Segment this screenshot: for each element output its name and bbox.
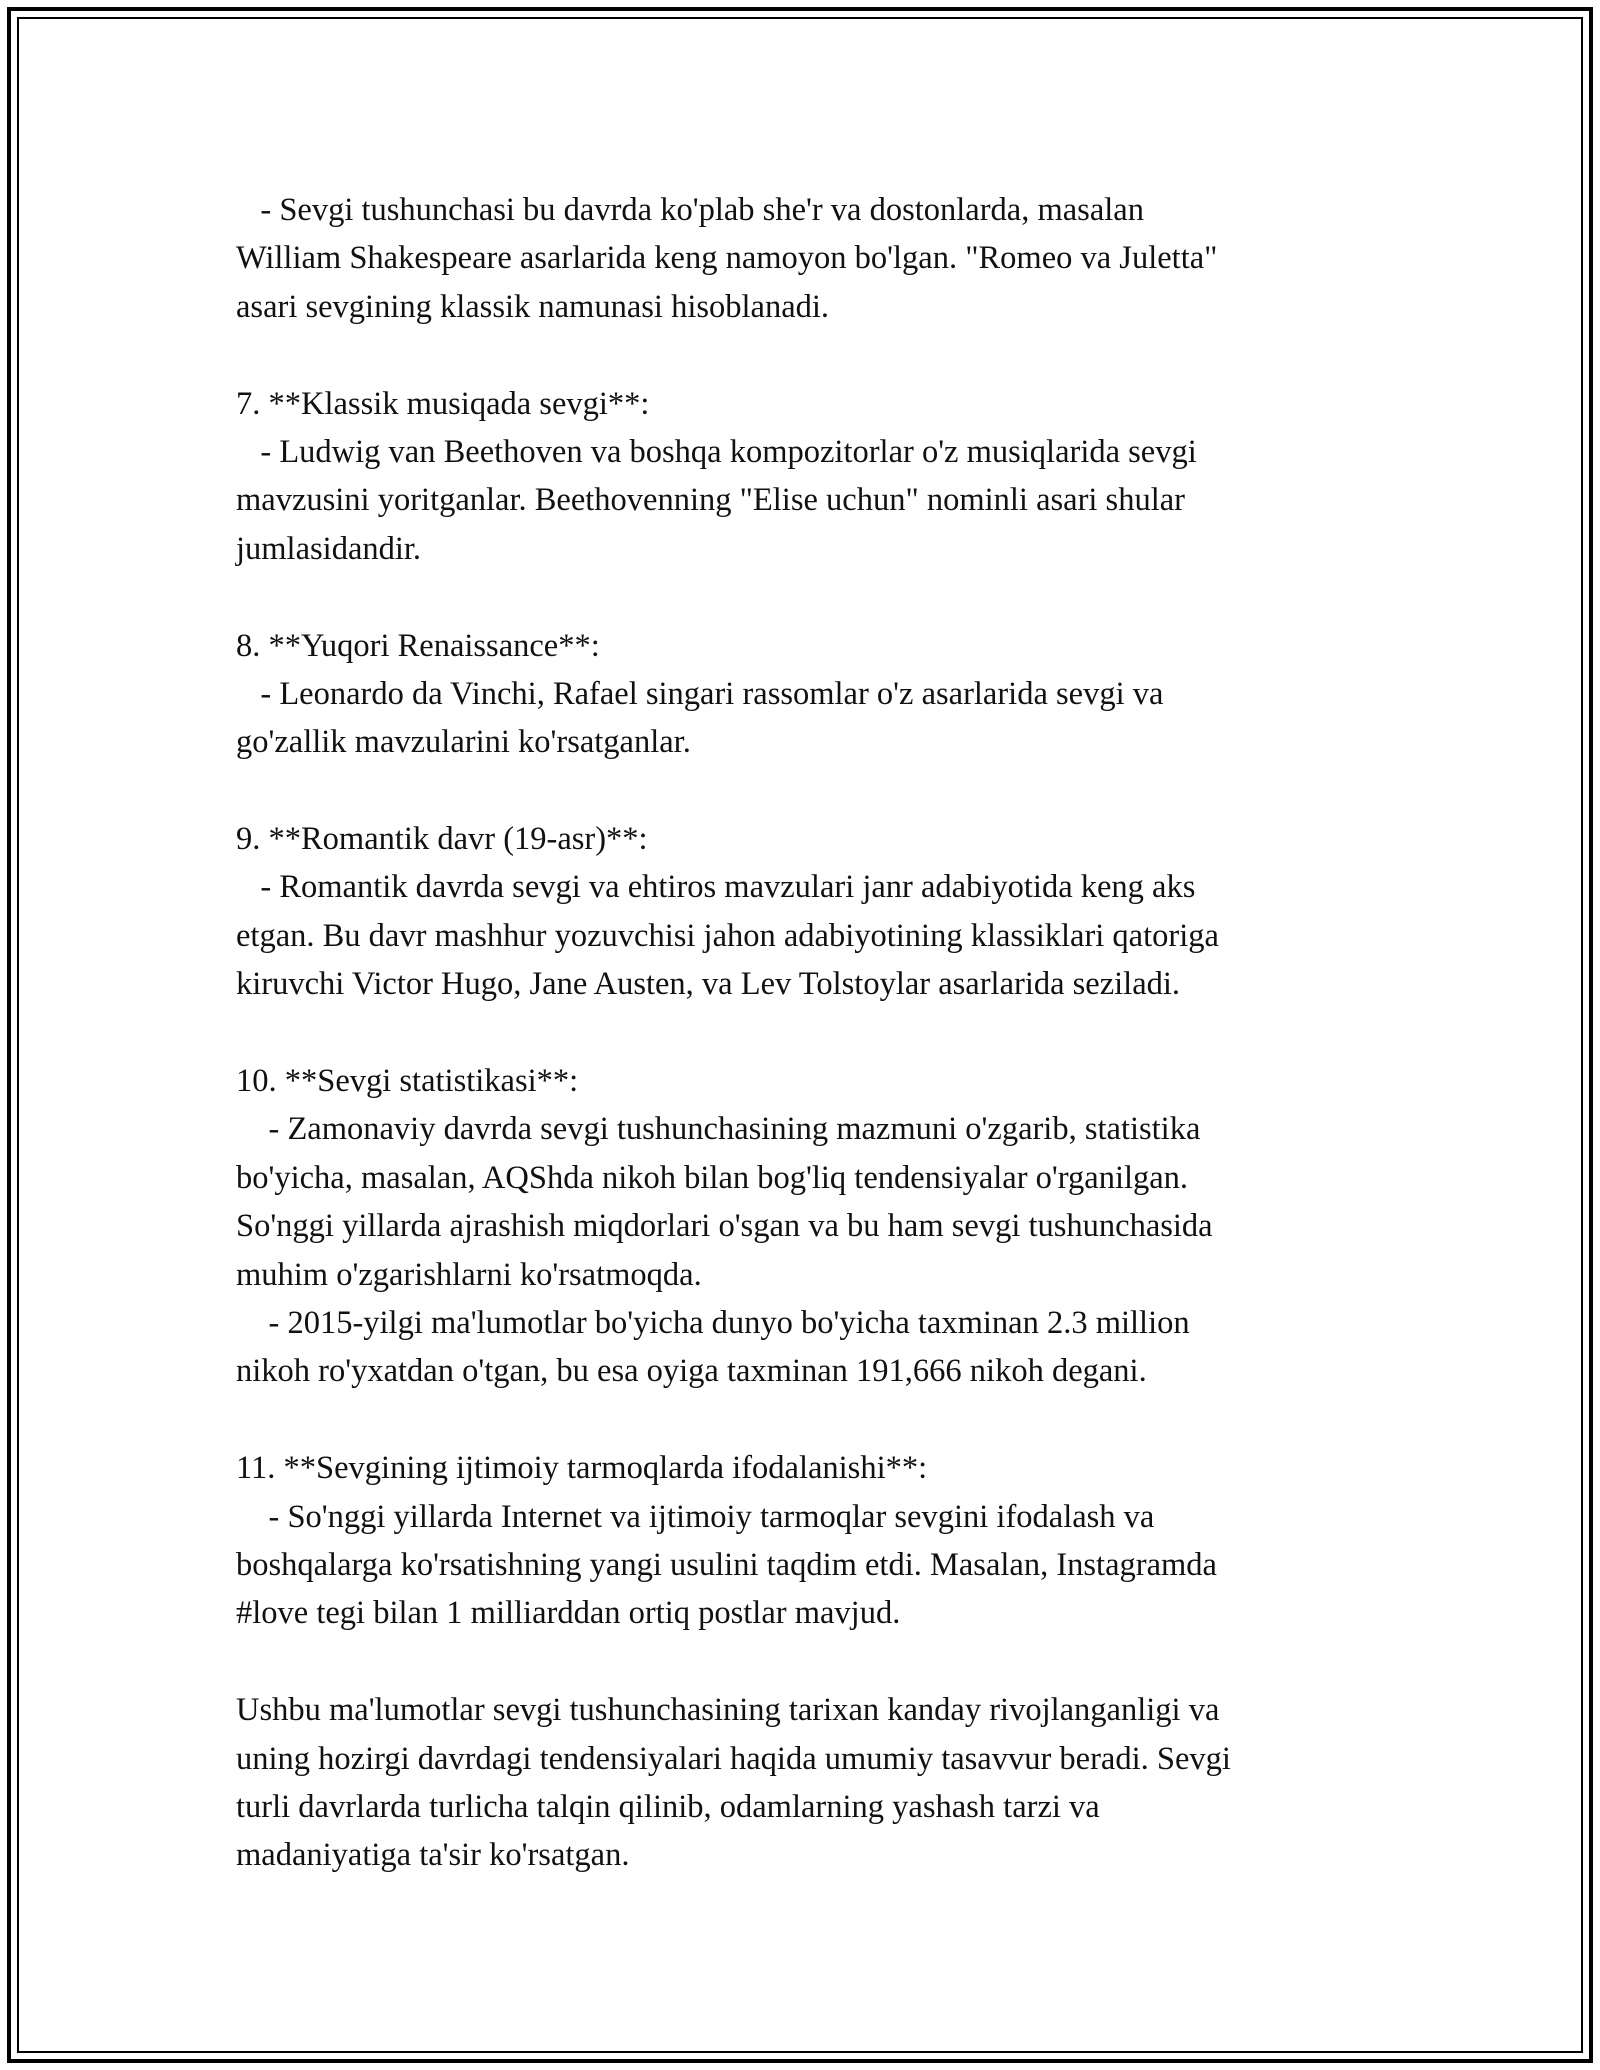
text-line: 8. **Yuqori Renaissance**: [236,627,600,664]
text-line: - So'nggi yillarda Internet va ijtimoiy tarmoqlar sevgini ifodalash va [236,1498,1155,1535]
paragraph-gap [236,573,1416,621]
text-line: nikoh ro'yxatdan o'tgan, bu esa oyiga taxminan 191,666 nikoh degani. [236,1353,1147,1390]
text-line: muhim o'zgarishlarni ko'rsatmoqda. [236,1256,702,1293]
text-line: Ushbu ma'lumotlar sevgi tushunchasining tarixan kanday rivojlanganligi va [236,1692,1220,1729]
paragraph-block [236,380,1416,574]
text-line: asari sevgining klassik namunasi hisoblanadi. [236,288,830,325]
text-line: - 2015-yilgi ma'lumotlar bo'yicha dunyo bo'yicha taxminan 2.3 million [236,1304,1190,1341]
document-body [236,186,1416,1880]
paragraph-block [236,1057,1416,1396]
text-line: 9. **Romantik davr (19-asr)**: [236,821,648,858]
paragraph-gap [236,767,1416,815]
text-line: #love tegi bilan 1 milliarddan ortiq postlar mavjud. [236,1595,901,1632]
text-line: boshqalarga ko'rsatishning yangi usulini taqdim etdi. Masalan, Instagramda [236,1546,1217,1583]
text-line: bo'yicha, masalan, AQShda nikoh bilan bog'liq tendensiyalar o'rganilgan. [236,1159,1189,1196]
text-line: madaniyatiga ta'sir ko'rsatgan. [236,1837,630,1874]
text-line: William Shakespeare asarlarida keng namoyon bo'lgan. "Romeo va Juletta" [236,240,1218,277]
paragraph-gap [236,1638,1416,1686]
paragraph-block [236,1686,1416,1880]
text-line: - Sevgi tushunchasi bu davrda ko'plab she'r va dostonlarda, masalan [236,192,1144,228]
text-line: 11. **Sevgining ijtimoiy tarmoqlarda ifodalanishi**: [236,1450,928,1487]
text-line: mavzusini yoritganlar. Beethovenning "Elise uchun" nominli asari shular [236,482,1185,519]
text-line: kiruvchi Victor Hugo, Jane Austen, va Lev Tolstoylar asarlarida seziladi. [236,966,1181,1003]
paragraph-gap [236,1396,1416,1444]
text-line: etgan. Bu davr mashhur yozuvchisi jahon adabiyotining klassiklari qatoriga [236,917,1219,954]
paragraph-block [236,1444,1416,1638]
text-line: go'zallik mavzularini ko'rsatganlar. [236,724,691,761]
paragraph-block [236,622,1416,767]
text-line: - Romantik davrda sevgi va ehtiros mavzulari janr adabiyotida keng aks [236,869,1196,906]
paragraph-block [236,815,1416,1009]
text-line: 10. **Sevgi statistikasi**: [236,1063,579,1100]
text-line: - Leonardo da Vinchi, Rafael singari rassomlar o'z asarlarida sevgi va [236,675,1164,712]
text-line: - Ludwig van Beethoven va boshqa kompozitorlar o'z musiqlarida sevgi [236,433,1197,470]
text-line: 7. **Klassik musiqada sevgi**: [236,385,650,422]
text-line: turli davrlarda turlicha talqin qilinib, odamlarning yashash tarzi va [236,1788,1100,1825]
text-line: jumlasidandir. [236,530,422,567]
text-line: So'nggi yillarda ajrashish miqdorlari o'sgan va bu ham sevgi tushunchasida [236,1208,1213,1245]
paragraph-block [236,186,1416,331]
text-line: - Zamonaviy davrda sevgi tushunchasining mazmuni o'zgarib, statistika [236,1111,1201,1148]
paragraph-gap [236,1009,1416,1057]
paragraph-gap [236,331,1416,379]
text-line: uning hozirgi davrdagi tendensiyalari haqida umumiy tasavvur beradi. Sevgi [236,1740,1231,1777]
